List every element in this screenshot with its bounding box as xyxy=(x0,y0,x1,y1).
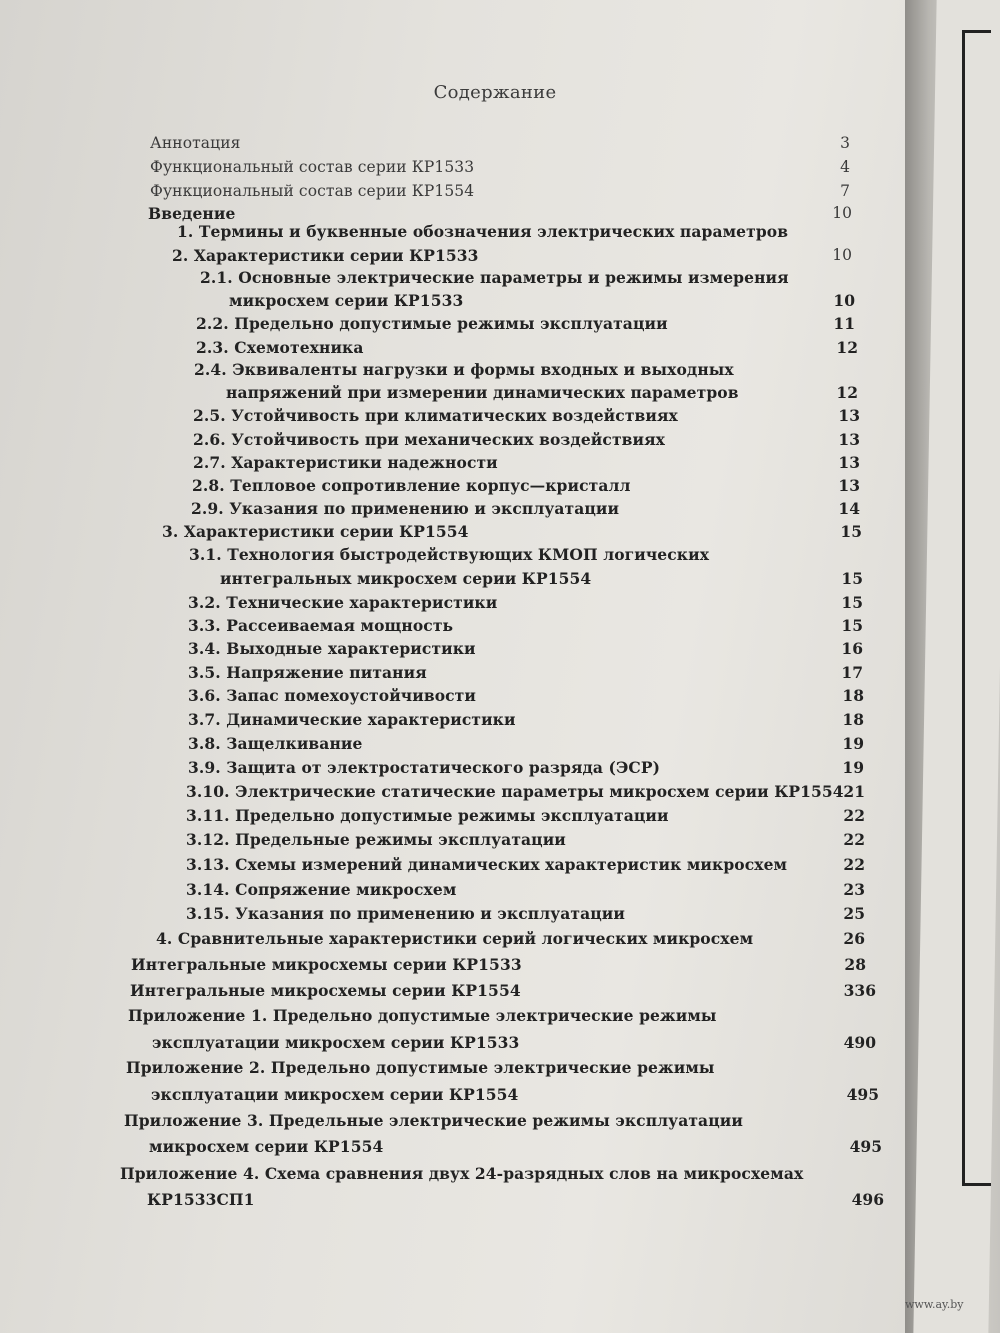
toc-page: 15 xyxy=(841,616,863,635)
toc-page: 18 xyxy=(842,686,864,705)
toc-page: 4 xyxy=(840,158,850,176)
toc-entry: 2.6. Устойчивость при механических воздействиях xyxy=(193,430,666,449)
toc-entry: 4. Сравнительные характеристики серий логических микросхем xyxy=(156,929,754,948)
toc-entry: Приложение 1. Предельно допустимые электрические режимы xyxy=(128,1006,717,1025)
toc-page: 16 xyxy=(841,639,863,658)
toc-page: 12 xyxy=(836,338,858,357)
toc-entry: 2.7. Характеристики надежности xyxy=(193,453,498,472)
toc-page: 13 xyxy=(838,453,860,472)
toc-entry: Интегральные микросхемы серии КР1533 xyxy=(131,955,522,974)
toc-entry: 2.9. Указания по применению и эксплуатации xyxy=(191,499,620,518)
toc-entry: Функциональный состав серии КР1533 xyxy=(150,158,475,176)
toc-entry: КР1533СП1 xyxy=(147,1190,255,1209)
toc-page: 28 xyxy=(844,955,866,974)
toc-page: 12 xyxy=(836,383,858,402)
toc-entry: 2.5. Устойчивость при климатических воздействиях xyxy=(193,406,678,425)
toc-entry: 2.1. Основные электрические параметры и режимы измерения xyxy=(200,268,789,287)
toc-page: 19 xyxy=(842,734,864,753)
toc-entry: 3.9. Защита от электростатического разряда (ЭСР) xyxy=(188,758,661,777)
toc-page: 18 xyxy=(842,710,864,729)
toc-entry: микросхем серии КР1554 xyxy=(149,1137,384,1156)
toc-entry: эксплуатации микросхем серии КР1533 xyxy=(152,1033,520,1052)
toc-page: 496 xyxy=(851,1190,884,1209)
toc-page: 10 xyxy=(833,291,855,310)
toc-entry: 3.5. Напряжение питания xyxy=(188,663,427,682)
toc-entry: 3.4. Выходные характеристики xyxy=(188,639,476,658)
next-page-frame xyxy=(962,30,991,1186)
toc-page: 7 xyxy=(840,182,850,200)
toc-entry: 3. Характеристики серии КР1554 xyxy=(162,522,469,541)
toc-entry: 3.14. Сопряжение микросхем xyxy=(186,880,457,899)
toc-entry: 3.6. Запас помехоустойчивости xyxy=(188,686,476,705)
toc-entry: Интегральные микросхемы серии КР1554 xyxy=(130,981,521,1000)
watermark: www.ay.by xyxy=(905,1298,964,1311)
toc-entry: 3.15. Указания по применению и эксплуатации xyxy=(186,904,625,923)
toc-page: 10 xyxy=(832,246,852,264)
toc-page: 23 xyxy=(843,880,865,899)
toc-entry: 3.11. Предельно допустимые режимы эксплуатации xyxy=(186,806,669,825)
toc-page: 25 xyxy=(843,904,865,923)
toc-entry: 2. Характеристики серии КР1533 xyxy=(172,246,479,265)
toc-page: 11 xyxy=(833,314,855,333)
toc-page: 336 xyxy=(843,981,876,1000)
toc-entry: 2.3. Схемотехника xyxy=(196,338,364,357)
toc-page: 17 xyxy=(841,663,863,682)
toc-entry: 3.3. Рассеиваемая мощность xyxy=(188,616,454,635)
toc-page: 15 xyxy=(841,593,863,612)
toc-page: 22 xyxy=(843,806,865,825)
toc-entry: 2.8. Тепловое сопротивление корпус—кристалл xyxy=(192,476,631,495)
toc-page: 14 xyxy=(838,499,860,518)
toc-entry: Приложение 3. Предельные электрические режимы эксплуатации xyxy=(124,1111,743,1130)
toc-page: 495 xyxy=(849,1137,882,1156)
toc-entry: 3.12. Предельные режимы эксплуатации xyxy=(186,830,566,849)
toc-entry: Введение xyxy=(148,204,236,223)
toc-entry: Приложение 4. Схема сравнения двух 24-разрядных слов на микросхемах xyxy=(120,1164,804,1183)
toc-page: 10 xyxy=(832,204,852,222)
toc-entry: Приложение 2. Предельно допустимые электрические режимы xyxy=(126,1058,715,1077)
toc-entry: 2.2. Предельно допустимые режимы эксплуатации xyxy=(196,314,668,333)
toc-page: 490 xyxy=(843,1033,876,1052)
toc-page: 22 xyxy=(843,855,865,874)
toc-page: 15 xyxy=(840,522,862,541)
page-title: Содержание xyxy=(433,82,557,103)
toc-entry: эксплуатации микросхем серии КР1554 xyxy=(151,1085,519,1104)
toc-page: 13 xyxy=(838,430,860,449)
toc-entry: 3.7. Динамические характеристики xyxy=(188,710,516,729)
toc-entry: Функциональный состав серии КР1554 xyxy=(150,182,475,200)
toc-page: 495 xyxy=(846,1085,879,1104)
toc-entry: 3.8. Защелкивание xyxy=(188,734,363,753)
toc-entry: напряжений при измерении динамических параметров xyxy=(226,383,739,402)
toc-entry: Аннотация xyxy=(150,134,241,152)
toc-entry: 3.2. Технические характеристики xyxy=(188,593,498,612)
toc-page: 3 xyxy=(840,134,850,152)
toc-entry: 2.4. Эквиваленты нагрузки и формы входных и выходных xyxy=(194,360,734,379)
toc-entry: 3.1. Технология быстродействующих КМОП логических xyxy=(189,545,710,564)
toc-entry: микросхем серии КР1533 xyxy=(229,291,464,310)
toc-entry: интегральных микросхем серии КР1554 xyxy=(220,569,592,588)
toc-page: 21 xyxy=(843,782,865,801)
toc-page: 22 xyxy=(843,830,865,849)
toc-page: 13 xyxy=(838,476,860,495)
toc-page: 19 xyxy=(842,758,864,777)
toc-entry: 3.10. Электрические статические параметры микросхем серии КР1554 xyxy=(186,782,844,801)
toc-page: 15 xyxy=(841,569,863,588)
toc-page: 26 xyxy=(843,929,865,948)
toc-entry: 3.13. Схемы измерений динамических характеристик микросхем xyxy=(186,855,788,874)
toc-entry: 1. Термины и буквенные обозначения электрических параметров xyxy=(177,222,789,241)
toc-page: 13 xyxy=(838,406,860,425)
